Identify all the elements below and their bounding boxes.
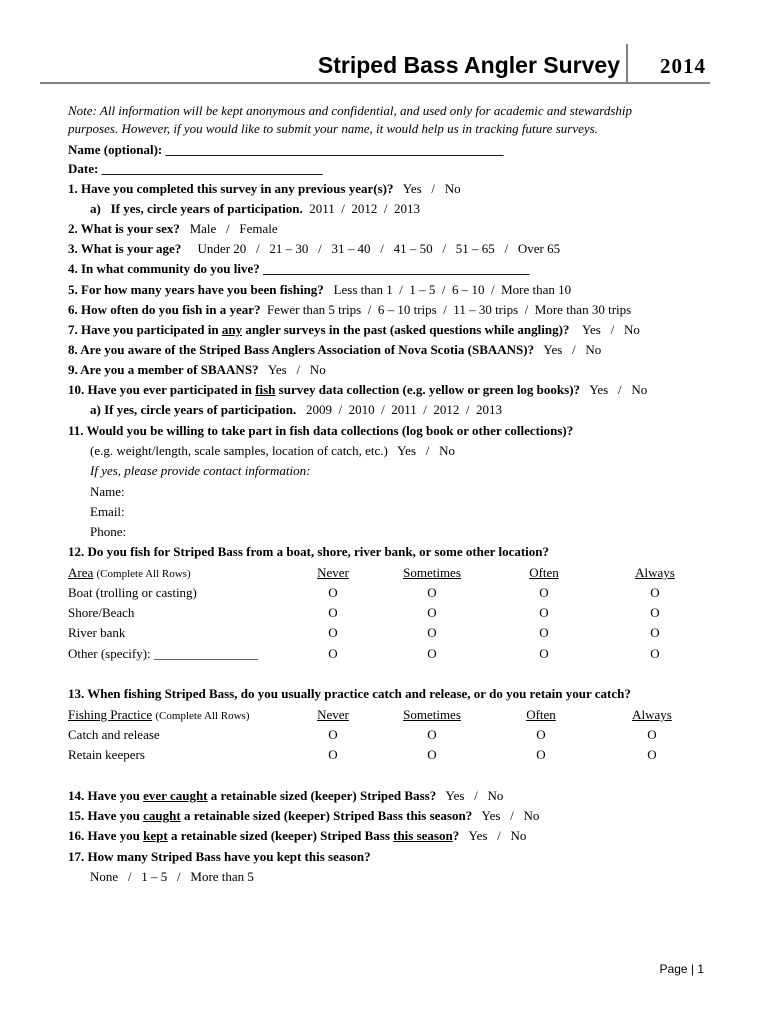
note-line-1: Note: All information will be kept anonymous and confidential, and used only for academic and stewardship — [68, 103, 633, 118]
column-header-note: (Complete All Rows) — [155, 710, 250, 722]
q13-col-sometimes: Sometimes — [403, 707, 461, 722]
question-1a — [90, 201, 420, 217]
question-5 — [68, 282, 571, 298]
q12-option-mark[interactable]: O — [328, 585, 338, 600]
q12-option-mark[interactable]: O — [328, 625, 338, 640]
question-text: 8. Are you aware of the Striped Bass Anglers Association of Nova Scotia (SBAANS)? — [68, 342, 535, 357]
q12-row-label[interactable]: Other (specify): ________________ — [68, 646, 258, 661]
answer-options[interactable]: Yes / No — [543, 342, 602, 357]
q12-option-mark[interactable]: O — [328, 605, 338, 620]
question-text-part: a retainable sized (keeper) Striped Bass — [167, 828, 394, 843]
contact-prompt: If yes, please provide contact information: — [90, 463, 311, 478]
question-17: 17. How many Striped Bass have you kept this season? — [68, 849, 371, 864]
question-text: 9. Are you a member of SBAANS? — [68, 362, 259, 377]
question-text: 3. What is your age? — [68, 241, 182, 256]
q12-row-label: Shore/Beach — [68, 605, 135, 620]
question-13: 13. When fishing Striped Bass, do you usually practice catch and release, or do you retain your catch? — [68, 686, 631, 701]
contact-name-field[interactable]: Name: — [90, 484, 125, 499]
q12-option-mark[interactable]: O — [427, 625, 437, 640]
q12-row-label: Boat (trolling or casting) — [68, 585, 197, 600]
question-3 — [68, 241, 560, 257]
answer-options[interactable]: Yes / No — [481, 808, 540, 823]
q12-option-mark[interactable]: O — [427, 646, 437, 661]
q13-option-mark[interactable]: O — [647, 727, 657, 742]
q12-row-label: River bank — [68, 625, 126, 640]
q12-option-mark[interactable]: O — [539, 646, 549, 661]
column-header: Fishing Practice — [68, 707, 153, 722]
q13-option-mark[interactable]: O — [427, 747, 437, 762]
header-divider — [626, 44, 628, 82]
answer-options[interactable]: Less than 1 / 1 – 5 / 6 – 10 / More than 10 — [333, 282, 572, 297]
note-line-2: purposes. However, if you would like to submit your name, it would help us in tracking future surveys. — [68, 121, 598, 136]
question-14 — [68, 788, 503, 804]
answer-options[interactable]: Yes / No — [589, 382, 648, 397]
q12-option-mark[interactable]: O — [650, 585, 660, 600]
q13-option-mark[interactable]: O — [536, 747, 546, 762]
question-12: 12. Do you fish for Striped Bass from a boat, shore, river bank, or some other location? — [68, 544, 550, 559]
question-text: a) If yes, circle years of participation. — [90, 201, 303, 216]
question-text-part: a retainable sized (keeper) Striped Bass? — [207, 788, 437, 803]
question-16 — [68, 828, 526, 844]
question-text: 1. Have you completed this survey in any previous year(s)? — [68, 181, 394, 196]
question-text-part: survey data collection (e.g. yellow or green log books)? — [275, 382, 581, 397]
question-2 — [68, 221, 278, 237]
q13-option-mark[interactable]: O — [328, 747, 338, 762]
question-emphasis: any — [221, 322, 243, 337]
question-text-part: a retainable sized (keeper) Striped Bass this season? — [180, 808, 473, 823]
q13-option-mark[interactable]: O — [647, 747, 657, 762]
q13-practice-header — [68, 707, 250, 724]
question-10 — [68, 382, 647, 398]
q13-col-often: Often — [526, 707, 556, 722]
question-15 — [68, 808, 539, 824]
q12-col-sometimes: Sometimes — [403, 565, 461, 580]
q12-option-mark[interactable]: O — [539, 605, 549, 620]
q12-col-never: Never — [317, 565, 349, 580]
survey-year: 2014 — [660, 54, 706, 78]
q12-option-mark[interactable]: O — [427, 605, 437, 620]
question-4[interactable]: 4. In what community do you live? _________________________________________ — [68, 261, 530, 276]
question-11: 11. Would you be willing to take part in fish data collections (log book or other collections)? — [68, 423, 574, 438]
q12-option-mark[interactable]: O — [328, 646, 338, 661]
q13-col-never: Never — [317, 707, 349, 722]
question-7 — [68, 322, 640, 338]
question-text: 2. What is your sex? — [68, 221, 180, 236]
column-header-note: (Complete All Rows) — [96, 568, 191, 580]
q13-col-always: Always — [632, 707, 672, 722]
question-1 — [68, 181, 461, 197]
q12-option-mark[interactable]: O — [427, 585, 437, 600]
question-text-part: 7. Have you participated in — [68, 322, 222, 337]
question-8 — [68, 342, 601, 358]
question-9 — [68, 362, 326, 378]
question-text: a) If yes, circle years of participation. — [90, 402, 297, 417]
answer-options[interactable]: 2011 / 2012 / 2013 — [309, 201, 421, 216]
question-text-part: angler surveys in the past (asked questions while angling)? — [242, 322, 570, 337]
question-text: (e.g. weight/length, scale samples, location of catch, etc.) — [90, 443, 388, 458]
page-number: Page | 1 — [659, 962, 704, 976]
question-6 — [68, 302, 631, 318]
answer-options[interactable]: Yes / No — [445, 788, 504, 803]
q12-option-mark[interactable]: O — [650, 625, 660, 640]
answer-options[interactable]: Fewer than 5 trips / 6 – 10 trips / 11 – 30 trips / More than 30 trips — [266, 302, 632, 317]
answer-options[interactable]: Yes / No — [267, 362, 326, 377]
date-field[interactable]: Date: __________________________________ — [68, 161, 323, 176]
name-field[interactable]: Name (optional): ____________________________________________________ — [68, 142, 504, 157]
q13-row-label: Retain keepers — [68, 747, 145, 762]
question-emphasis: ever caught — [143, 788, 208, 803]
answer-options[interactable]: 2009 / 2010 / 2011 / 2012 / 2013 — [306, 402, 502, 417]
question-text-part: 10. Have you ever participated in — [68, 382, 256, 397]
q12-area-header — [68, 565, 191, 582]
question-emphasis: kept — [143, 828, 168, 843]
q13-option-mark[interactable]: O — [328, 727, 338, 742]
q12-option-mark[interactable]: O — [539, 625, 549, 640]
q12-option-mark[interactable]: O — [650, 646, 660, 661]
question-emphasis: this season — [393, 828, 453, 843]
question-text: 6. How often do you fish in a year? — [68, 302, 261, 317]
answer-options[interactable]: Yes / No — [581, 322, 640, 337]
question-11-examples — [90, 443, 455, 459]
contact-phone-field[interactable]: Phone: — [90, 524, 127, 539]
q13-option-mark[interactable]: O — [427, 727, 437, 742]
page-header — [40, 44, 710, 84]
answer-options[interactable]: Male / Female — [189, 221, 278, 236]
contact-email-field[interactable]: Email: — [90, 504, 125, 519]
q12-col-often: Often — [529, 565, 559, 580]
answer-options[interactable]: Yes / No — [402, 181, 461, 196]
q13-option-mark[interactable]: O — [536, 727, 546, 742]
survey-title: Striped Bass Angler Survey — [317, 52, 620, 78]
answer-options[interactable]: Under 20 / 21 – 30 / 31 – 40 / 41 – 50 / 51 – 65 / Over 65 — [197, 241, 561, 256]
question-emphasis: caught — [143, 808, 181, 823]
answer-options[interactable]: Yes / No — [397, 443, 456, 458]
q12-option-mark[interactable]: O — [539, 585, 549, 600]
q12-col-always: Always — [635, 565, 675, 580]
column-header: Area — [68, 565, 94, 580]
question-text-part: ? — [452, 828, 460, 843]
question-emphasis: fish — [255, 382, 276, 397]
question-10a — [90, 402, 502, 418]
question-17-options[interactable]: None / 1 – 5 / More than 5 — [90, 869, 254, 884]
question-text-part: 14. Have you — [68, 788, 144, 803]
question-text-part: 15. Have you — [68, 808, 144, 823]
answer-options[interactable]: Yes / No — [468, 828, 527, 843]
question-text-part: 16. Have you — [68, 828, 144, 843]
q13-row-label: Catch and release — [68, 727, 160, 742]
q12-option-mark[interactable]: O — [650, 605, 660, 620]
question-text: 5. For how many years have you been fishing? — [68, 282, 324, 297]
